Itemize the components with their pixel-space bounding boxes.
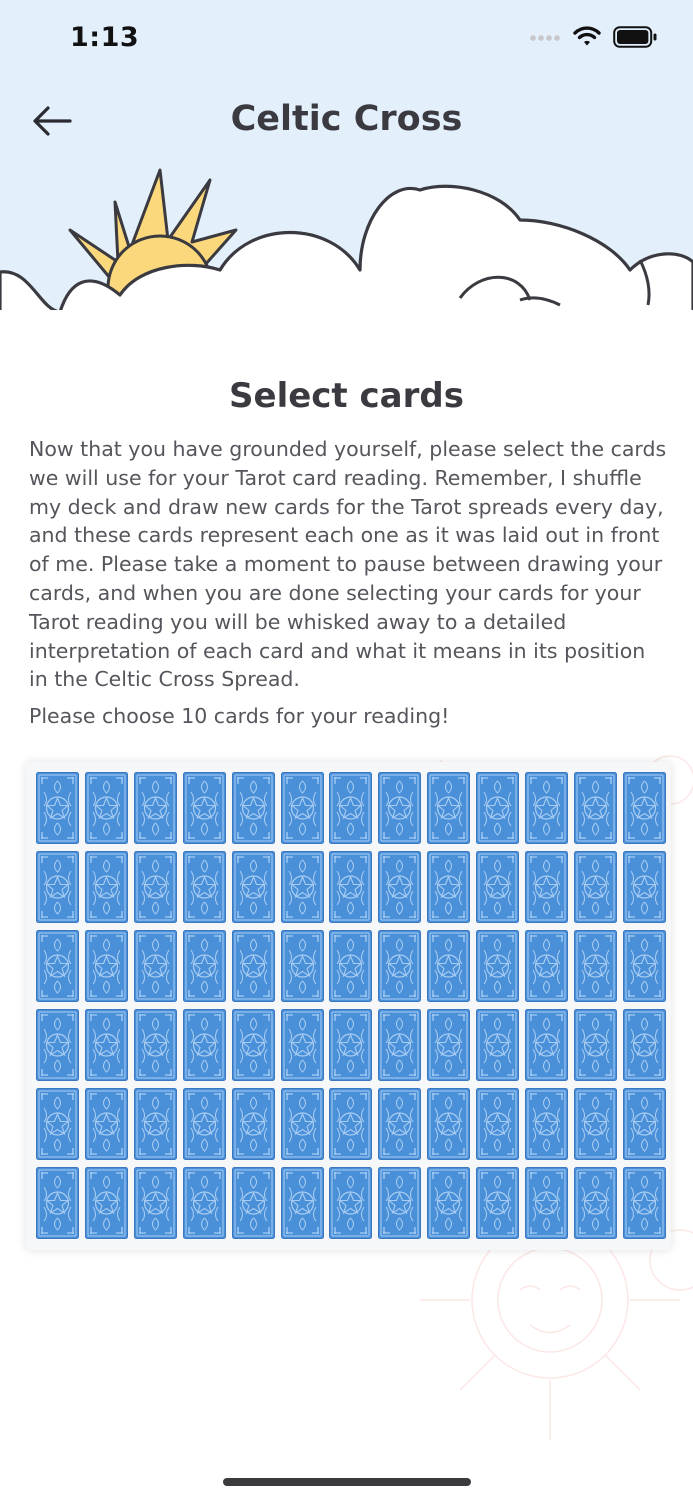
tarot-card-back[interactable] [476,1009,519,1081]
tarot-card-back[interactable] [378,1088,421,1160]
tarot-card-back[interactable] [476,1088,519,1160]
tarot-card-back[interactable] [232,1088,275,1160]
sun-clouds-illustration [0,160,693,340]
tarot-card-back[interactable] [525,1167,568,1239]
tarot-card-back[interactable] [574,1167,617,1239]
tarot-card-back[interactable] [574,772,617,844]
choose-prompt: Please choose 10 cards for your reading! [29,704,450,728]
tarot-card-back[interactable] [574,851,617,923]
tarot-card-back[interactable] [525,930,568,1002]
tarot-card-back[interactable] [623,772,666,844]
tarot-card-back[interactable] [85,1009,128,1081]
tarot-card-back[interactable] [232,1009,275,1081]
tarot-card-back[interactable] [623,1088,666,1160]
tarot-card-back[interactable] [525,772,568,844]
tarot-card-back[interactable] [183,930,226,1002]
tarot-card-back[interactable] [476,1167,519,1239]
tarot-card-back[interactable] [134,772,177,844]
tarot-card-back[interactable] [525,1009,568,1081]
tarot-card-back[interactable] [134,1088,177,1160]
tarot-card-back[interactable] [134,1167,177,1239]
tarot-card-back[interactable] [36,1167,79,1239]
tarot-card-back[interactable] [623,851,666,923]
status-time: 1:13 [70,22,140,53]
tarot-card-back[interactable] [281,1167,324,1239]
tarot-card-back[interactable] [134,851,177,923]
tarot-card-back[interactable] [232,772,275,844]
tarot-card-back[interactable] [574,930,617,1002]
tarot-card-back[interactable] [427,772,470,844]
tarot-card-back[interactable] [183,1088,226,1160]
tarot-card-back[interactable] [476,930,519,1002]
wifi-icon [573,26,601,48]
tarot-card-back[interactable] [427,1167,470,1239]
tarot-card-back[interactable] [281,851,324,923]
tarot-card-back[interactable] [36,1009,79,1081]
tarot-card-back[interactable] [281,930,324,1002]
tarot-card-back[interactable] [378,772,421,844]
tarot-card-back[interactable] [378,930,421,1002]
tarot-card-back[interactable] [427,1088,470,1160]
tarot-card-back[interactable] [134,930,177,1002]
section-heading: Select cards [229,376,464,416]
tarot-card-back[interactable] [574,1088,617,1160]
tarot-card-back[interactable] [525,1088,568,1160]
tarot-card-back[interactable] [232,851,275,923]
tarot-card-back[interactable] [378,851,421,923]
tarot-card-back[interactable] [134,1009,177,1081]
tarot-card-back[interactable] [329,1009,372,1081]
tarot-card-back[interactable] [85,851,128,923]
tarot-card-back[interactable] [183,1009,226,1081]
status-bar [0,0,693,80]
tarot-card-back[interactable] [574,1009,617,1081]
tarot-card-back[interactable] [281,1088,324,1160]
tarot-card-back[interactable] [281,1009,324,1081]
tarot-card-back[interactable] [476,851,519,923]
tarot-card-back[interactable] [525,851,568,923]
tarot-card-back[interactable] [183,772,226,844]
tarot-card-back[interactable] [281,772,324,844]
tarot-card-back[interactable] [329,1088,372,1160]
tarot-card-back[interactable] [378,1009,421,1081]
tarot-card-back[interactable] [329,930,372,1002]
tarot-card-back[interactable] [623,930,666,1002]
tarot-card-back[interactable] [36,930,79,1002]
tarot-card-back[interactable] [378,1167,421,1239]
tarot-card-back[interactable] [232,1167,275,1239]
tarot-card-back[interactable] [476,772,519,844]
home-indicator[interactable] [223,1478,471,1486]
tarot-card-back[interactable] [85,1088,128,1160]
instructions-text: Now that you have grounded yourself, please select the cards we will use for your Tarot card reading. Remember, I shuffle my deck and draw new cards for the Tarot spreads every day, and these cards represent each one as it was laid out in front of me. Please take a moment to pause between drawing your cards, and when you are done selecting your cards for your Tarot reading you will be whisked away to a detailed interpretation of each card and what it means in its position in the Celtic Cross Spread. [29,437,667,692]
tarot-card-back[interactable] [329,851,372,923]
card-deck-grid [26,762,671,1250]
tarot-card-back[interactable] [36,1088,79,1160]
battery-icon [613,26,657,48]
tarot-card-back[interactable] [85,930,128,1002]
tarot-card-back[interactable] [85,1167,128,1239]
tarot-card-back[interactable] [623,1167,666,1239]
tarot-card-back[interactable] [427,851,470,923]
tarot-card-back[interactable] [183,851,226,923]
tarot-card-back[interactable] [329,772,372,844]
status-icons [529,26,657,48]
tarot-card-back[interactable] [36,772,79,844]
tarot-card-back[interactable] [183,1167,226,1239]
tarot-card-back[interactable] [36,851,79,923]
page-title: Celtic Cross [230,99,463,139]
tarot-card-back[interactable] [623,1009,666,1081]
tarot-card-back[interactable] [232,930,275,1002]
signal-icon [529,32,561,42]
tarot-card-back[interactable] [427,930,470,1002]
tarot-card-back[interactable] [427,1009,470,1081]
tarot-card-back[interactable] [329,1167,372,1239]
tarot-card-back[interactable] [85,772,128,844]
